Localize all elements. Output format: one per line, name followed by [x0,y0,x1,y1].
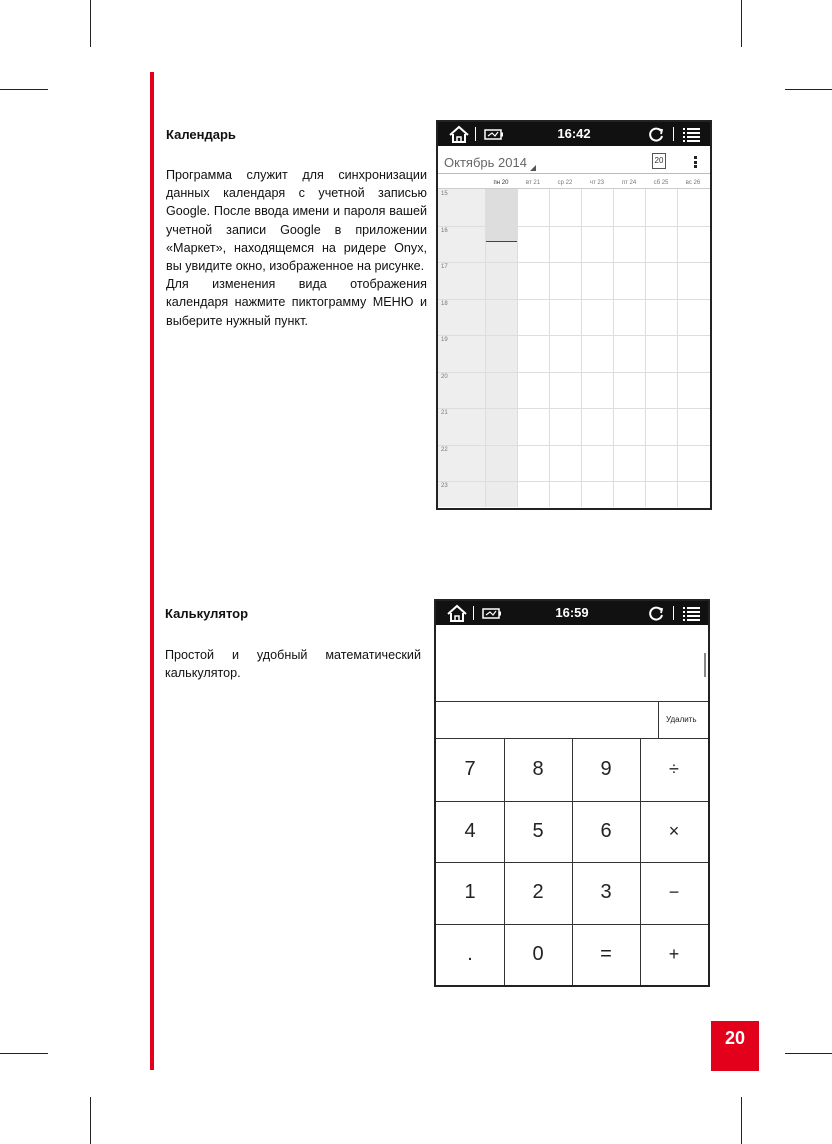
grid-line [645,189,646,507]
grid-line [438,445,710,446]
time-gutter [438,189,485,507]
grid-line [438,262,710,263]
grid-line [438,481,710,482]
display-scrollbar[interactable] [704,653,706,677]
grid-line [438,299,710,300]
grid-line [438,408,710,409]
keypad-grid-line [436,862,708,863]
hour-label: 23 [441,483,448,489]
key-digit-3[interactable]: 3 [600,881,612,903]
red-margin-bar [150,72,154,1070]
calendar-paragraph-2: Для изменения вида отображения календаря нажмите пиктограмму МЕНЮ и выберите нужный пункт. [166,277,427,328]
selected-time-slot[interactable] [485,189,517,242]
divider [658,702,659,738]
key-multiply[interactable]: × [668,820,680,841]
crop-mark [0,1053,48,1054]
hour-label: 21 [441,410,448,416]
week-grid[interactable] [438,179,710,507]
month-dropdown-icon[interactable] [530,165,536,171]
calculator-screenshot [434,599,710,987]
menu-icon[interactable] [682,603,702,623]
key-divide[interactable]: ÷ [669,759,679,779]
delete-button[interactable]: Удалить [666,715,697,724]
key-digit-0[interactable]: 0 [532,942,544,965]
grid-line [438,372,710,373]
sync-icon[interactable] [646,603,666,623]
day-header[interactable]: чт 23 [589,180,605,186]
hour-label: 22 [441,446,448,453]
grid-line [485,189,486,507]
hour-label: 19 [441,337,448,343]
day-header[interactable]: сб 25 [653,180,669,186]
grid-line [549,189,550,507]
title-divider [438,173,710,174]
hour-label: 15 [441,191,448,197]
keypad-grid-line [436,924,708,925]
crop-mark [741,0,742,47]
key-minus[interactable]: − [668,882,680,902]
divider [673,606,674,620]
crop-mark [785,89,832,90]
day-header[interactable]: ср 22 [557,180,573,186]
key-digit-2[interactable]: 2 [532,881,544,903]
calendar-screenshot [436,120,712,510]
key-digit-9[interactable]: 9 [600,758,612,780]
day-header[interactable]: пн 20 [493,180,509,186]
calendar-heading: Календарь [166,127,236,142]
hour-label: 17 [441,264,448,270]
status-bar [438,122,710,146]
formula-input[interactable] [436,702,658,738]
calculator-paragraph: Простой и удобный математический калькулятор. [165,648,421,681]
grid-line [613,189,614,507]
grid-line [438,226,710,227]
key-digit-7[interactable]: 7 [464,758,476,780]
grid-line [438,335,710,336]
hour-label: 16 [441,227,448,234]
hour-label: 20 [441,373,448,380]
today-button[interactable]: 20 [652,153,666,169]
key-digit-6[interactable]: 6 [600,819,612,842]
crop-mark [90,0,91,47]
key-digit-4[interactable]: 4 [464,819,476,842]
sync-icon[interactable] [646,124,666,144]
key-plus[interactable]: + [668,943,680,964]
grid-line [438,188,710,189]
grid-line [517,189,518,507]
crop-mark [0,89,48,90]
calendar-description [166,166,427,330]
key-digit-1[interactable]: 1 [464,881,476,903]
day-header[interactable]: пт 24 [621,180,637,186]
hour-label: 18 [441,300,448,307]
grid-line [677,189,678,507]
keypad-grid-line [436,801,708,802]
key-decimal-point[interactable]: . [467,942,473,965]
calendar-paragraph-1: Программа служит для синхронизации данных календаря с учетной записью Google. После ввода имени и пароля вашей учетной записи Google в приложении «Маркет», находящемся на ридере Onyx, вы увидите окно, изображенное на рисунке. [166,168,427,274]
keypad [436,739,708,985]
day-header[interactable]: вт 21 [525,180,541,186]
key-equals[interactable]: = [600,942,612,965]
key-digit-5[interactable]: 5 [532,819,544,842]
status-time: 16:42 [557,126,591,141]
page-number: 20 [711,1021,759,1071]
grid-line [581,189,582,507]
month-title[interactable]: Октябрь 2014 [444,155,527,170]
calculator-heading: Калькулятор [165,606,249,621]
crop-mark [785,1053,832,1054]
calculator-display[interactable] [436,625,708,701]
divider [673,127,674,141]
crop-mark [90,1097,91,1144]
status-bar [436,601,708,625]
menu-icon[interactable] [682,124,702,144]
day-header[interactable]: вс 26 [685,180,701,186]
crop-mark [741,1097,742,1144]
status-time: 16:59 [555,605,589,620]
key-digit-8[interactable]: 8 [532,758,544,780]
overflow-menu-icon[interactable] [694,156,697,170]
